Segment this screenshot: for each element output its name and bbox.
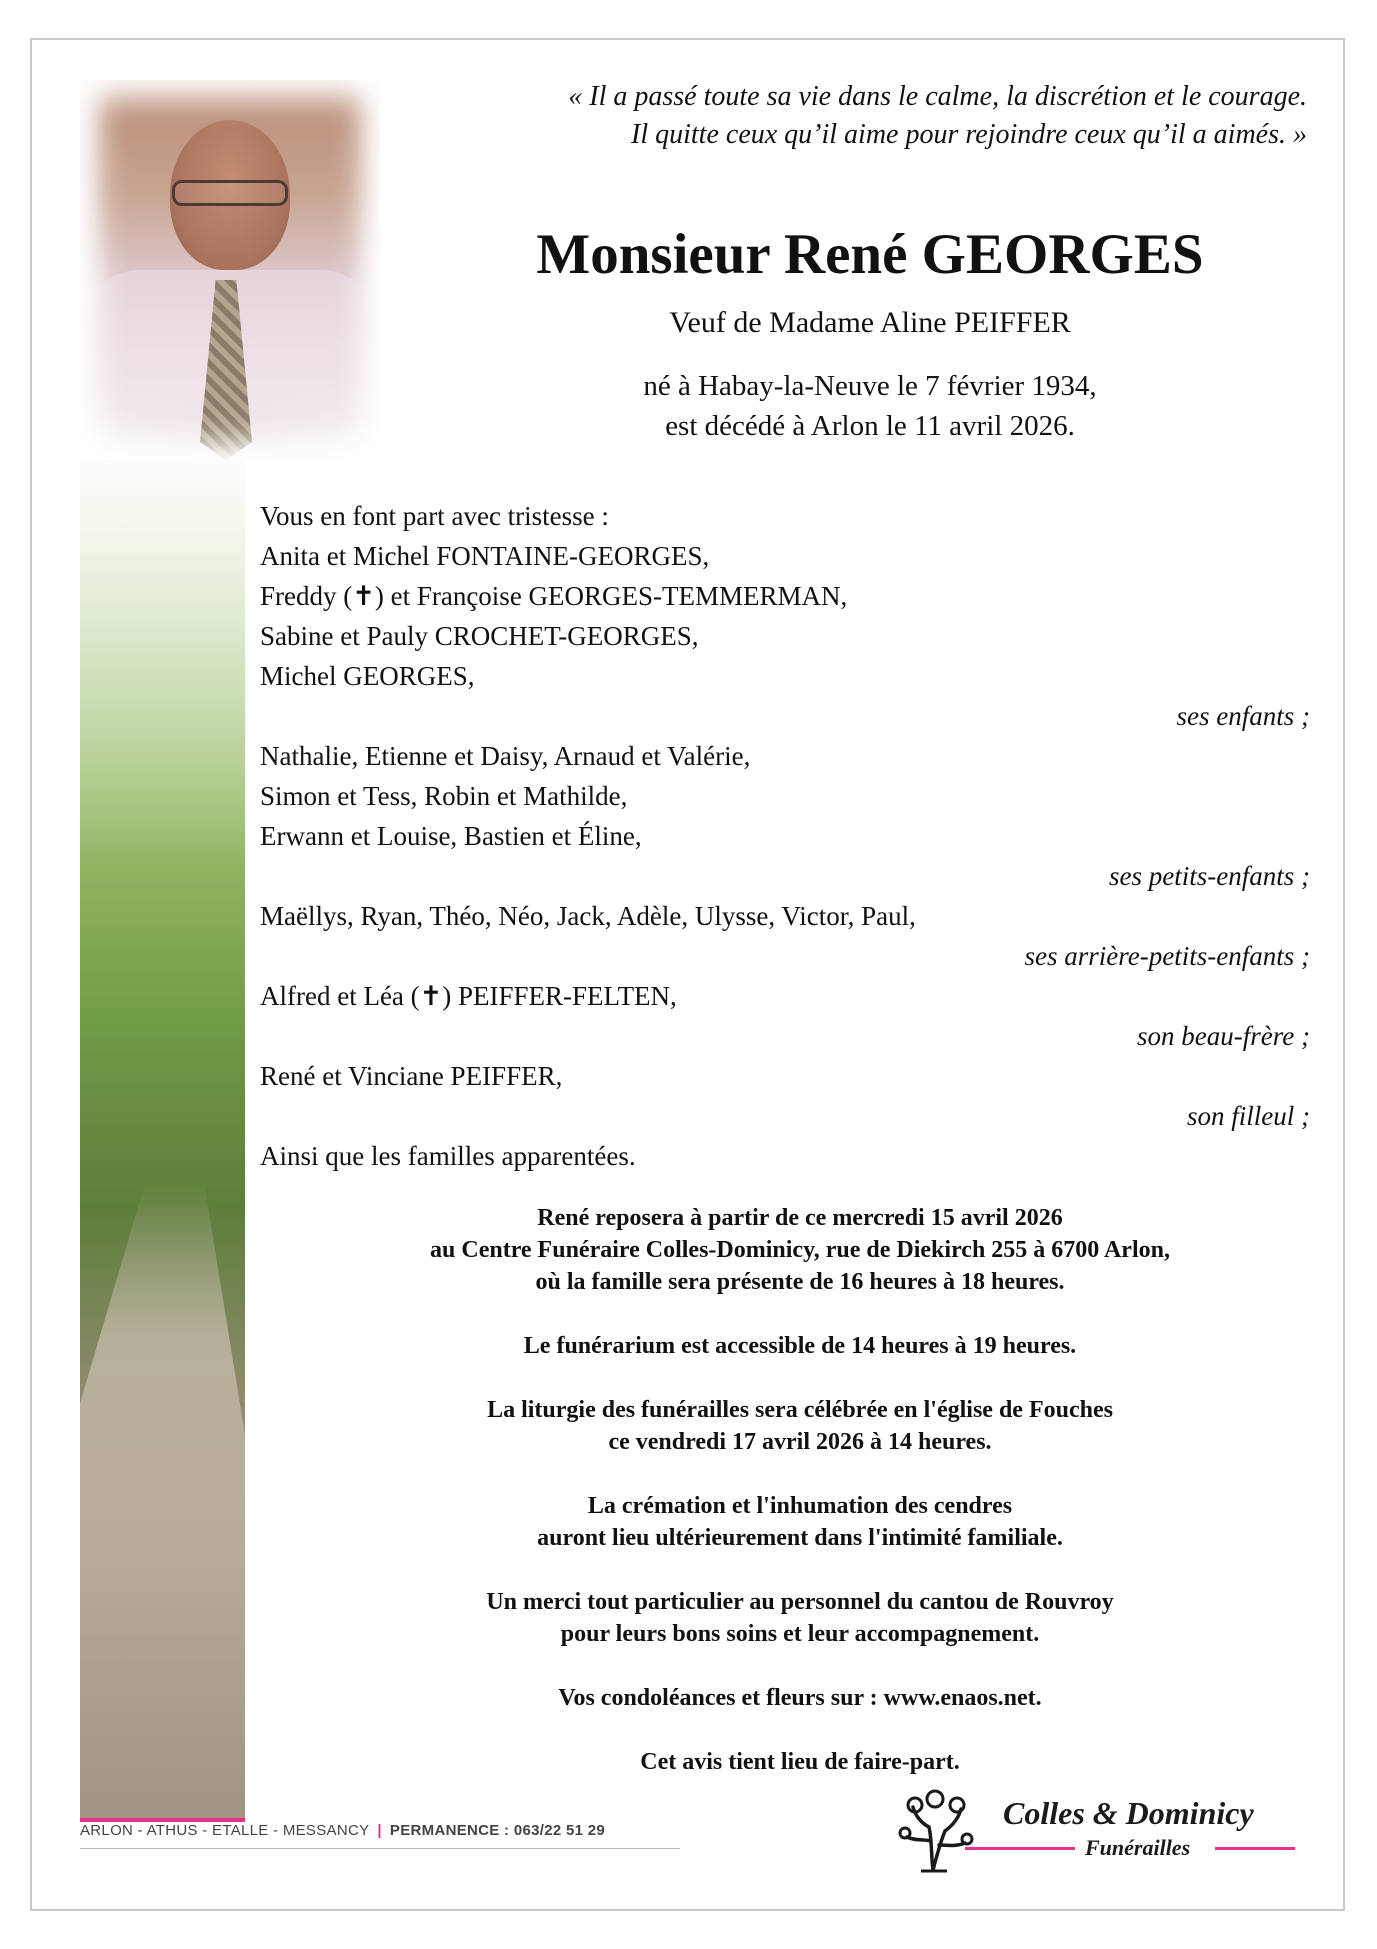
family-member: Anita et Michel FONTAINE-GEORGES, (260, 541, 710, 571)
footer-permanence: PERMANENCE : 063/22 51 29 (389, 1822, 605, 1839)
logo-name: Colles & Dominicy (1003, 1795, 1254, 1831)
notice-line: René reposera à partir de ce mercredi 15 avril 2026 (537, 1205, 1063, 1231)
deceased-name: Monsieur René GEORGES (536, 223, 1204, 286)
tree-logo-icon (885, 1785, 985, 1875)
notice-paragraph (300, 1330, 1300, 1362)
notice-paragraph (300, 1202, 1300, 1298)
notice-paragraph (300, 1394, 1300, 1458)
relation-label: ses enfants ; (1176, 701, 1310, 731)
notice-line: Le funérarium est accessible de 14 heures à 19 heures. (523, 1333, 1077, 1359)
forest-path (80, 1180, 245, 1818)
family-intro: Vous en font part avec tristesse : (260, 501, 609, 531)
relation-label: ses arrière-petits-enfants ; (1024, 941, 1310, 971)
death-line: est décédé à Arlon le 11 avril 2026. (665, 410, 1075, 442)
notice-paragraph (300, 1490, 1300, 1554)
relation-label: son filleul ; (1187, 1101, 1310, 1131)
notice-line: au Centre Funéraire Colles-Dominicy, rue de Diekirch 255 à 6700 Arlon, (430, 1237, 1170, 1263)
epitaph-quote (367, 78, 1307, 154)
logo-accent-bar (1215, 1847, 1295, 1850)
family-list (260, 496, 1310, 1176)
family-member: René et Vinciane PEIFFER, (260, 1061, 563, 1091)
quote-line: Il quitte ceux qu’il aime pour rejoindre ceux qu’il a aimés. » (631, 119, 1307, 150)
notice-line: Cet avis tient lieu de faire-part. (640, 1749, 960, 1775)
birth-death-info (460, 366, 1280, 446)
family-member: Erwann et Louise, Bastien et Éline, (260, 821, 642, 851)
portrait-photo (80, 80, 380, 460)
relation-label: ses petits-enfants ; (1109, 861, 1310, 891)
notice-paragraph (300, 1586, 1300, 1650)
relation-label: son beau-frère ; (1137, 1021, 1310, 1051)
family-member: Alfred et Léa (✝) PEIFFER-FELTEN, (260, 981, 677, 1011)
notice-line: Un merci tout particulier au personnel du cantou de Rouvroy (486, 1589, 1114, 1615)
spouse-line: Veuf de Madame Aline PEIFFER (669, 306, 1071, 339)
footer-separator: | (377, 1822, 382, 1839)
family-member: Freddy (✝) et Françoise GEORGES-TEMMERMAN, (260, 581, 848, 611)
quote-line: « Il a passé toute sa vie dans le calme, la discrétion et le courage. (568, 81, 1307, 112)
family-member: Nathalie, Etienne et Daisy, Arnaud et Valérie, (260, 741, 751, 771)
notice-line: La crémation et l'inhumation des cendres (587, 1493, 1013, 1519)
footer-locations: ARLON - ATHUS - ETALLE - MESSANCY (80, 1822, 370, 1839)
notice-paragraph (300, 1746, 1300, 1778)
family-member: Michel GEORGES, (260, 661, 475, 691)
family-closing: Ainsi que les familles apparentées. (260, 1141, 636, 1171)
family-member: Sabine et Pauly CROCHET-GEORGES, (260, 621, 699, 651)
family-member: Maëllys, Ryan, Théo, Néo, Jack, Adèle, Ulysse, Victor, Paul, (260, 901, 916, 931)
notice-line: où la famille sera présente de 16 heures à 18 heures. (535, 1269, 1065, 1295)
funeral-notice (300, 1202, 1300, 1810)
birth-line: né à Habay-la-Neuve le 7 février 1934, (643, 370, 1097, 402)
company-logo (885, 1785, 1305, 1875)
notice-line: auront lieu ultérieurement dans l'intimité familiale. (537, 1525, 1063, 1551)
footer-info (80, 1822, 605, 1839)
logo-subtitle: Funérailles (1085, 1835, 1191, 1860)
logo-accent-bar (965, 1847, 1075, 1850)
footer-divider (80, 1848, 680, 1849)
condolences-line: Vos condoléances et fleurs sur : www.enaos.net. (558, 1685, 1042, 1711)
photo-fade (80, 80, 380, 460)
notice-line: ce vendredi 17 avril 2026 à 14 heures. (608, 1429, 992, 1455)
notice-line: La liturgie des funérailles sera célébrée en l'église de Fouches (487, 1397, 1113, 1423)
forest-path-image (80, 460, 245, 1818)
family-member: Simon et Tess, Robin et Mathilde, (260, 781, 628, 811)
notice-paragraph (300, 1682, 1300, 1714)
notice-line: pour leurs bons soins et leur accompagnement. (560, 1621, 1040, 1647)
